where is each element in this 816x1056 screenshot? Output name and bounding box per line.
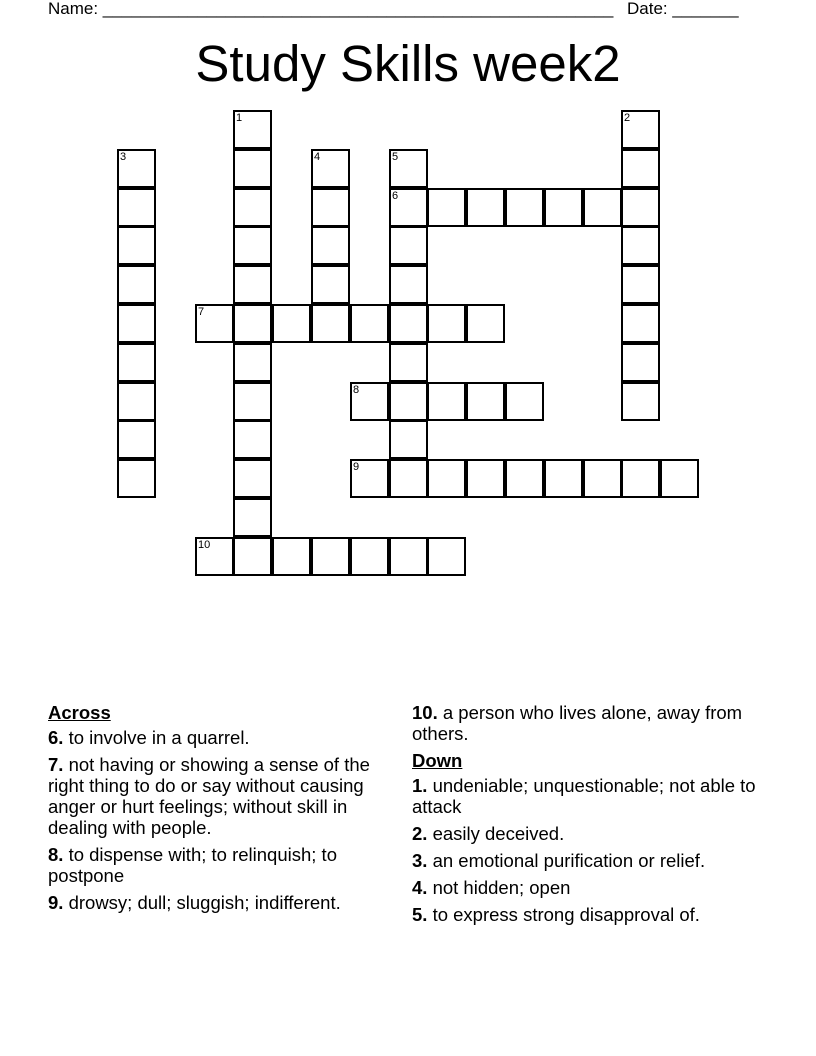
across-heading: Across bbox=[48, 702, 111, 723]
crossword-cell[interactable] bbox=[233, 382, 272, 421]
date-field-line[interactable]: Date: _______ bbox=[627, 0, 739, 18]
down-clue bbox=[412, 775, 757, 817]
crossword-cell-3[interactable] bbox=[117, 149, 156, 188]
clue-number-label: 5 bbox=[392, 151, 399, 163]
crossword-cell-5[interactable] bbox=[389, 149, 428, 188]
crossword-cell[interactable] bbox=[117, 188, 156, 227]
crossword-cell[interactable] bbox=[350, 537, 389, 576]
down-clue bbox=[412, 877, 757, 898]
crossword-cell[interactable] bbox=[233, 226, 272, 265]
down-clue bbox=[412, 904, 757, 925]
clue-number: 9. bbox=[48, 892, 64, 913]
crossword-cell[interactable] bbox=[505, 382, 544, 421]
clue-text: not hidden; open bbox=[432, 877, 571, 898]
crossword-cell-6[interactable] bbox=[389, 188, 428, 227]
clue-number-label: 7 bbox=[198, 306, 205, 318]
crossword-cell[interactable] bbox=[427, 537, 466, 576]
crossword-cell[interactable] bbox=[621, 304, 660, 343]
clue-number-label: 9 bbox=[353, 461, 360, 473]
across-clue bbox=[48, 754, 398, 838]
crossword-cell[interactable] bbox=[272, 537, 311, 576]
crossword-cell[interactable] bbox=[311, 188, 350, 227]
crossword-cell[interactable] bbox=[389, 382, 428, 421]
clue-text: to involve in a quarrel. bbox=[68, 727, 250, 748]
clue-number-label: 10 bbox=[198, 539, 211, 551]
clue-text: drowsy; dull; sluggish; indifferent. bbox=[68, 892, 341, 913]
crossword-cell[interactable] bbox=[389, 226, 428, 265]
crossword-cell[interactable] bbox=[544, 459, 583, 498]
crossword-cell-1[interactable] bbox=[233, 110, 272, 149]
crossword-cell[interactable] bbox=[117, 343, 156, 382]
crossword-cell[interactable] bbox=[233, 420, 272, 459]
crossword-cell[interactable] bbox=[466, 304, 505, 343]
crossword-cell[interactable] bbox=[583, 459, 622, 498]
crossword-cell[interactable] bbox=[621, 149, 660, 188]
clue-number: 10. bbox=[412, 702, 438, 723]
crossword-cell-7[interactable] bbox=[195, 304, 234, 343]
across-clue bbox=[48, 727, 398, 748]
crossword-cell-8[interactable] bbox=[350, 382, 389, 421]
crossword-cell[interactable] bbox=[621, 226, 660, 265]
crossword-cell[interactable] bbox=[389, 459, 428, 498]
crossword-cell[interactable] bbox=[389, 537, 428, 576]
crossword-cell[interactable] bbox=[466, 382, 505, 421]
crossword-cell[interactable] bbox=[621, 188, 660, 227]
crossword-cell[interactable] bbox=[311, 537, 350, 576]
clue-number: 1. bbox=[412, 775, 428, 796]
clue-number-label: 1 bbox=[236, 112, 243, 124]
crossword-cell[interactable] bbox=[117, 226, 156, 265]
crossword-cell[interactable] bbox=[389, 265, 428, 304]
crossword-cell[interactable] bbox=[427, 188, 466, 227]
crossword-cell[interactable] bbox=[233, 537, 272, 576]
page-title: Study Skills week2 bbox=[195, 35, 621, 92]
crossword-cell[interactable] bbox=[505, 188, 544, 227]
crossword-cell[interactable] bbox=[233, 149, 272, 188]
clue-number-label: 2 bbox=[624, 112, 631, 124]
clue-text: to express strong disapproval of. bbox=[432, 904, 700, 925]
clue-text: undeniable; unquestionable; not able to attack bbox=[412, 775, 756, 817]
crossword-cell[interactable] bbox=[505, 459, 544, 498]
across-clue bbox=[412, 702, 757, 744]
clue-number: 5. bbox=[412, 904, 428, 925]
clue-text: not having or showing a sense of the right thing to do or say without causing anger or hurt feelings; without skill in dealing with people. bbox=[48, 754, 370, 838]
crossword-cell[interactable] bbox=[621, 382, 660, 421]
crossword-cell[interactable] bbox=[427, 459, 466, 498]
crossword-cell[interactable] bbox=[311, 265, 350, 304]
clue-text: an emotional purification or relief. bbox=[432, 850, 706, 871]
clue-number-label: 6 bbox=[392, 190, 399, 202]
crossword-cell[interactable] bbox=[233, 459, 272, 498]
clue-number: 7. bbox=[48, 754, 64, 775]
clue-number: 2. bbox=[412, 823, 428, 844]
crossword-cell-10[interactable] bbox=[195, 537, 234, 576]
crossword-cell[interactable] bbox=[117, 265, 156, 304]
down-clue bbox=[412, 823, 757, 844]
crossword-cell-9[interactable] bbox=[350, 459, 389, 498]
crossword-cell[interactable] bbox=[233, 343, 272, 382]
crossword-cell[interactable] bbox=[583, 188, 622, 227]
clue-text: easily deceived. bbox=[432, 823, 565, 844]
clue-number-label: 4 bbox=[314, 151, 321, 163]
crossword-cell[interactable] bbox=[311, 226, 350, 265]
clue-number: 4. bbox=[412, 877, 428, 898]
crossword-cell[interactable] bbox=[233, 304, 272, 343]
crossword-cell[interactable] bbox=[117, 304, 156, 343]
crossword-cell[interactable] bbox=[233, 188, 272, 227]
crossword-cell[interactable] bbox=[621, 459, 660, 498]
crossword-cell[interactable] bbox=[427, 304, 466, 343]
clue-number: 6. bbox=[48, 727, 64, 748]
crossword-cell-2[interactable] bbox=[621, 110, 660, 149]
crossword-cell[interactable] bbox=[427, 382, 466, 421]
crossword-cell[interactable] bbox=[466, 188, 505, 227]
clue-text: a person who lives alone, away from others. bbox=[412, 702, 743, 744]
crossword-cell[interactable] bbox=[466, 459, 505, 498]
crossword-cell[interactable] bbox=[117, 459, 156, 498]
crossword-cell[interactable] bbox=[311, 304, 350, 343]
clues-right-column bbox=[412, 702, 757, 931]
name-field-line[interactable]: Name: ______________________________________________________ bbox=[48, 0, 614, 18]
crossword-cell-4[interactable] bbox=[311, 149, 350, 188]
clue-number: 3. bbox=[412, 850, 428, 871]
clue-text: to dispense with; to relinquish; to postpone bbox=[48, 844, 337, 886]
crossword-cell[interactable] bbox=[350, 304, 389, 343]
clue-number: 8. bbox=[48, 844, 64, 865]
crossword-cell[interactable] bbox=[272, 304, 311, 343]
crossword-cell[interactable] bbox=[621, 343, 660, 382]
clue-number-label: 3 bbox=[120, 151, 127, 163]
across-clue bbox=[48, 892, 398, 913]
crossword-cell[interactable] bbox=[389, 343, 428, 382]
crossword-cell[interactable] bbox=[233, 265, 272, 304]
crossword-cell[interactable] bbox=[544, 188, 583, 227]
crossword-cell[interactable] bbox=[621, 265, 660, 304]
clue-number-label: 8 bbox=[353, 384, 360, 396]
crossword-cell[interactable] bbox=[233, 498, 272, 537]
crossword-cell[interactable] bbox=[389, 420, 428, 459]
crossword-cell[interactable] bbox=[117, 420, 156, 459]
down-clue bbox=[412, 850, 757, 871]
across-clue bbox=[48, 844, 398, 886]
crossword-cell[interactable] bbox=[117, 382, 156, 421]
clues-left-column bbox=[48, 702, 398, 919]
crossword-cell[interactable] bbox=[660, 459, 699, 498]
down-heading: Down bbox=[412, 750, 463, 771]
crossword-cell[interactable] bbox=[389, 304, 428, 343]
